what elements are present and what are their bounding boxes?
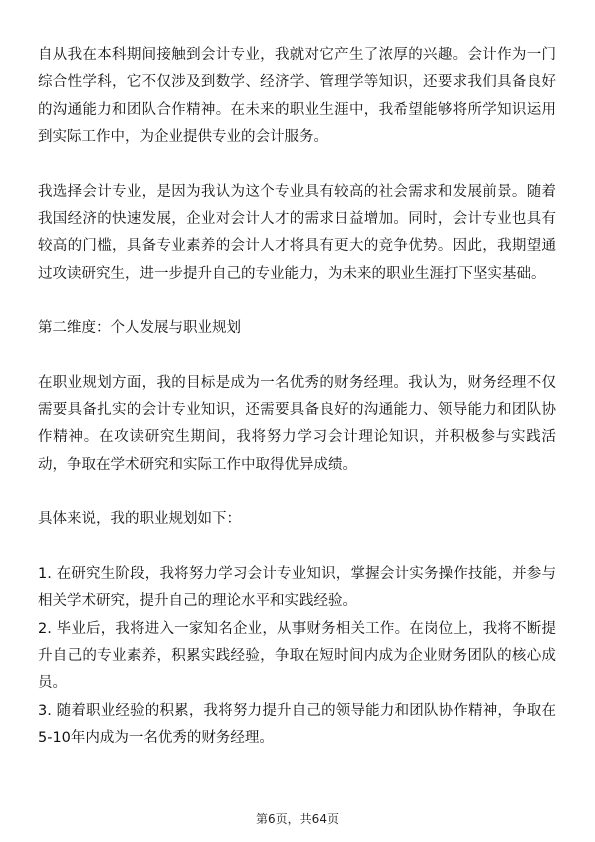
paragraph-interest: 自从我在本科期间接触到会计专业，我就对它产生了浓厚的兴趣。会计作为一门综合性学科，它不仅涉及到数学、经济学、管理学等知识，还要求我们具备良好的沟通能力和团队合作精神。在未来的职业生涯中，我希望能够将所学知识运用到实际工作中，为企业提供专业的会计服务。 — [38, 47, 556, 146]
list-item: 2. 毕业后，我将进入一家知名企业，从事财务相关工作。在岗位上，我将不断提升自己的专业素养，积累实践经验，争取在短时间内成为企业财务团队的核心成员。 — [38, 620, 556, 692]
paragraph-career-goal: 在职业规划方面，我的目标是成为一名优秀的财务经理。我认为，财务经理不仅需要具备扎实的会计专业知识，还需要具备良好的沟通能力、领导能力和团队协作精神。在攻读研究生期间，我将努力学习会计理论知识，并积极参与实践活动，争取在学术研究和实际工作中取得优异成绩。 — [38, 374, 556, 473]
section-heading: 第二维度：个人发展与职业规划 — [38, 320, 241, 337]
paragraph-plan-intro: 具体来说，我的职业规划如下： — [38, 511, 241, 528]
list-item: 1. 在研究生阶段，我将努力学习会计专业知识，掌握会计实务操作技能，并参与相关学术研究，提升自己的理论水平和实践经验。 — [38, 565, 556, 610]
career-plan-list — [38, 561, 556, 753]
page-number-footer: 第6页，共64页 — [256, 812, 339, 826]
paragraph-reason: 我选择会计专业，是因为我认为这个专业具有较高的社会需求和发展前景。随着我国经济的快速发展，企业对会计人才的需求日益增加。同时，会计专业也具有较高的门槛，具备专业素养的会计人才将具有更大的竞争优势。因此，我期望通过攻读研究生，进一步提升自己的专业能力，为未来的职业生涯打下坚实基础。 — [38, 183, 556, 282]
list-item: 3. 随着职业经验的积累，我将努力提升自己的领导能力和团队协作精神，争取在5-10年内成为一名优秀的财务经理。 — [38, 702, 556, 747]
page-content — [38, 42, 556, 753]
